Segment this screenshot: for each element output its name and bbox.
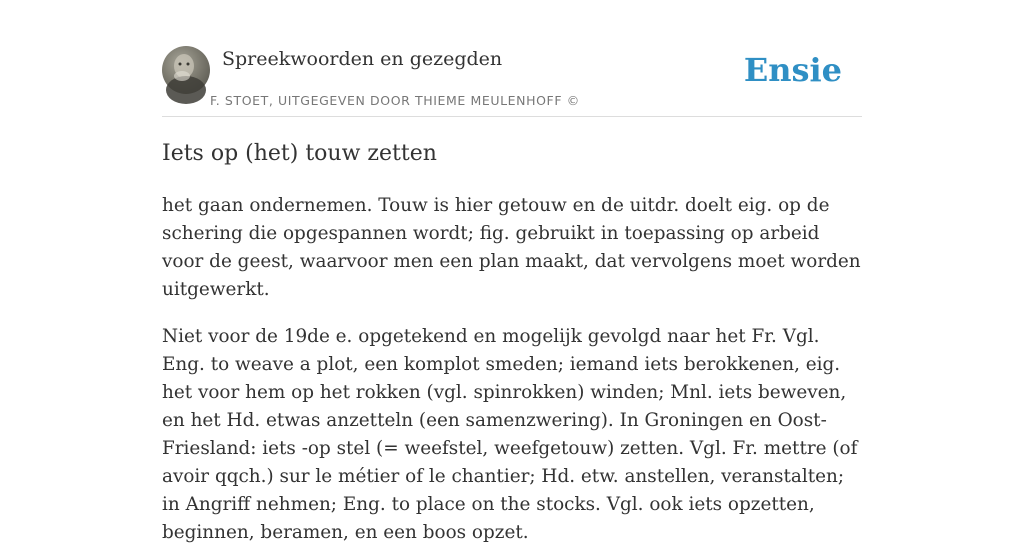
page-header [162, 46, 862, 117]
portrait-graphic [162, 46, 210, 94]
entry-title: Iets op (het) touw zetten [162, 141, 437, 166]
author-portrait-icon [162, 46, 210, 94]
entry-content [162, 138, 862, 547]
source-credit: F. STOET, UITGEGEVEN DOOR THIEME MEULENHOFF © [210, 93, 580, 108]
brand-logo[interactable]: Ensie [743, 51, 842, 89]
entry-paragraph-2: Niet voor de 19de e. opgetekend en mogelijk gevolgd naar het Fr. Vgl. Eng. to weave a plot, een komplot smeden; iemand iets berokkenen, eig. het voor hem op het rokken (vgl. spinrokken) winden; Mnl. iets beweven, en het Hd. etwas anzetteln (een samenzwering). In Groningen en Oost-Friesland: iets -op stel (= weefstel, weefgetouw) zetten. Vgl. Fr. mettre (of avoir qqch.) sur le métier of le chantier; Hd. etw. anstellen, veranstalten; in Angriff nehmen; Eng. to place on the stocks. Vgl. ook iets opzetten, beginnen, beramen, en een boos opzet. [162, 326, 858, 543]
entry-paragraph-1: het gaan ondernemen. Touw is hier getouw en de uitdr. doelt eig. op de schering die opgespannen wordt; fig. gebruikt in toepassing op arbeid voor de geest, waarvoor men een plan maakt, dat vervolgens moet worden uitgewerkt. [162, 195, 861, 300]
book-title[interactable]: Spreekwoorden en gezegden [222, 48, 503, 70]
